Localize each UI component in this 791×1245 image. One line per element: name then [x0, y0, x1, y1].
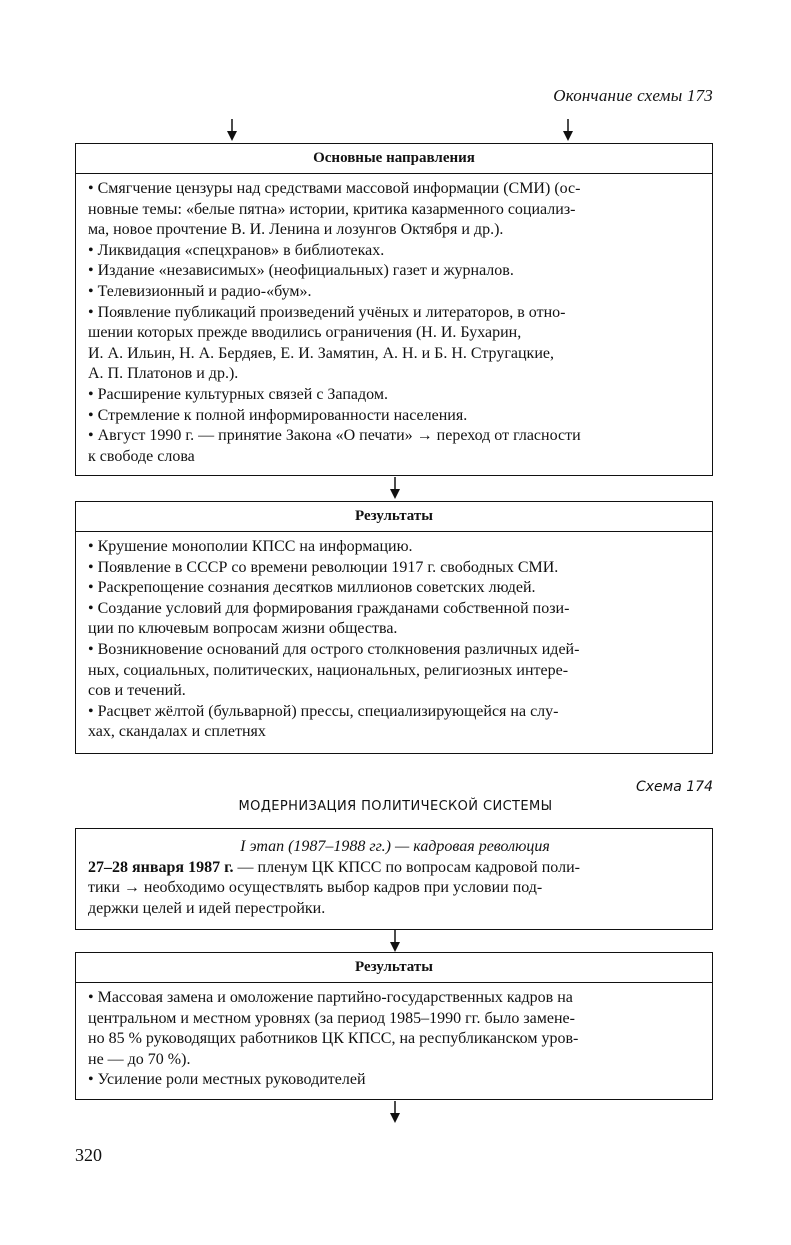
text-line: • Появление публикаций произведений учёных и литераторов, в отно-: [88, 303, 566, 321]
text-line: но 85 % руководящих работников ЦК КПСС, на республиканском уров-: [88, 1030, 579, 1048]
arrow-down-icon: [562, 119, 574, 139]
text-line: ции по ключевым вопросам жизни общества.: [88, 620, 398, 638]
text-line: И. А. Ильин, Н. А. Бердяев, Е. И. Замятин, А. Н. и Б. Н. Стругацкие,: [88, 344, 554, 362]
results-body: [76, 532, 712, 747]
text-line: • Создание условий для формирования гражданами собственной пози-: [88, 599, 570, 617]
text-line: • Массовая замена и омоложение партийно-государственных кадров на: [88, 989, 573, 1006]
text-line: • Расширение культурных связей с Западом.: [88, 385, 388, 403]
text-line: • Возникновение оснований для острого столкновения различных идей-: [88, 640, 580, 658]
stage-box: [75, 828, 713, 930]
text-line: ма, новое прочтение В. И. Ленина и лозунгов Октября и др.).: [88, 221, 504, 239]
results-title: Результаты: [76, 502, 712, 532]
arrow-down-icon: [389, 1101, 401, 1121]
text-line: центральном и местном уровнях (за период 1985–1990 гг. было замене-: [88, 1009, 575, 1027]
text-line: • Раскрепощение сознания десятков миллионов советских людей.: [88, 579, 536, 597]
stage-title: I этап (1987–1988 гг.) — кадровая революция: [240, 838, 550, 855]
text-line: А. П. Платонов и др.).: [88, 365, 239, 383]
schema-title: МОДЕРНИЗАЦИЯ ПОЛИТИЧЕСКОЙ СИСТЕМЫ: [238, 799, 553, 814]
text-line: шении которых прежде вводились ограничения (Н. И. Бухарин,: [88, 324, 522, 342]
text-line: тики → необходимо осуществлять выбор кадров при условии под-: [88, 879, 543, 897]
results-title: Результаты: [76, 953, 712, 983]
text-line: новные темы: «белые пятна» истории, критика казарменного социализ-: [88, 200, 576, 218]
text-line: • Расцвет жёлтой (бульварной) прессы, специализирующейся на слу-: [88, 702, 559, 720]
stage-body: [76, 829, 712, 923]
text-line: • Появление в СССР со времени революции 1917 г. свободных СМИ.: [88, 558, 559, 576]
text-line: хах, скандалах и сплетнях: [88, 723, 266, 741]
results-box: [75, 952, 713, 1100]
directions-title: Основные направления: [76, 144, 712, 174]
page-number: 320: [75, 1145, 102, 1165]
text-line: • Смягчение цензуры над средствами массовой информации (СМИ) (ос-: [88, 180, 581, 197]
directions-body: [76, 174, 712, 471]
text-line: ных, социальных, политических, национальных, религиозных интере-: [88, 661, 569, 679]
text-line: к свободе слова: [88, 447, 195, 465]
arrow-down-icon: [389, 477, 401, 497]
arrow-down-icon: [226, 119, 238, 139]
text-line: • Ликвидация «спецхранов» в библиотеках.: [88, 241, 385, 259]
text-line: • Стремление к полной информированности населения.: [88, 406, 468, 424]
text-line: • Усиление роли местных руководителей: [88, 1071, 366, 1089]
text-line: не — до 70 %).: [88, 1050, 191, 1068]
text-line: сов и течений.: [88, 682, 186, 700]
results-box: [75, 501, 713, 754]
continuation-caption: Окончание схемы 173: [553, 86, 713, 105]
text-line: • Телевизионный и радио-«бум».: [88, 282, 312, 300]
text-line: • Издание «независимых» (неофициальных) газет и журналов.: [88, 262, 514, 280]
text-line: держки целей и идей перестройки.: [88, 899, 326, 917]
stage-date: 27–28 января 1987 г.: [88, 858, 234, 876]
text-line: • Август 1990 г. — принятие Закона «О печати» → переход от гласности: [88, 427, 581, 445]
schema-number: Схема 174: [636, 779, 713, 795]
stage-line-rest: — пленум ЦК КПСС по вопросам кадровой поли-: [233, 858, 580, 876]
text-line: [88, 858, 702, 879]
arrow-down-icon: [389, 930, 401, 950]
directions-box: [75, 143, 713, 476]
text-line: • Крушение монополии КПСС на информацию.: [88, 538, 413, 555]
results-body: [76, 983, 712, 1095]
